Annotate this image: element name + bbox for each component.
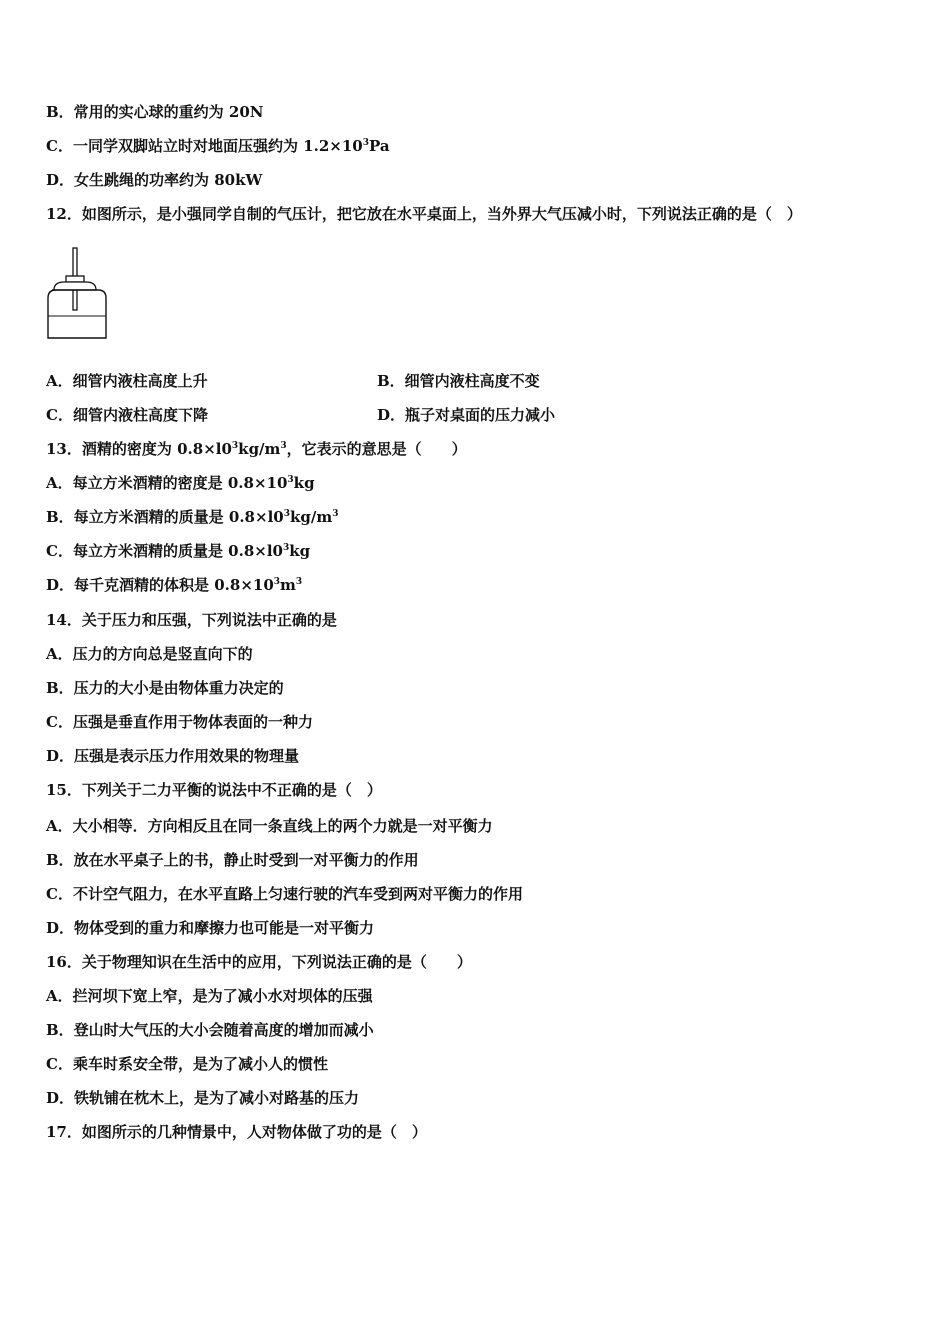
q13-option-d xyxy=(46,575,302,595)
q14-option-b: B．压力的大小是由物体重力决定的 xyxy=(46,679,284,697)
q16-option-a: A．拦河坝下宽上窄，是为了减小水对坝体的压强 xyxy=(46,987,373,1005)
barometer-jar-figure xyxy=(44,246,126,348)
q17-stem: 17．如图所示的几种情景中，人对物体做了功的是（ ） xyxy=(46,1123,427,1141)
q13-option-a xyxy=(46,473,315,493)
q16-option-c: C．乘车时系安全带，是为了减小人的惯性 xyxy=(46,1055,328,1073)
q13-option-b xyxy=(46,507,338,527)
q14-option-d: D．压强是表示压力作用效果的物理量 xyxy=(46,747,300,765)
q14-stem: 14．关于压力和压强，下列说法中正确的是 xyxy=(46,611,337,629)
q13-option-c-unit: kg xyxy=(289,542,311,560)
q12-stem: 12．如图所示，是小强同学自制的气压计，把它放在水平桌面上，当外界大气压减小时，下列说法正确的是（ ） xyxy=(46,205,802,223)
q13-option-a-exponent: 3 xyxy=(287,475,294,485)
q13-stem-text: 13．酒精的密度为 0.8×l0 xyxy=(46,440,232,458)
q11-option-b: B．常用的实心球的重约为 20N xyxy=(46,103,264,121)
jar-lid xyxy=(54,282,96,290)
q13-option-c-text: C．每立方米酒精的质量是 0.8×l0 xyxy=(46,542,283,560)
q13-option-d-exponent: 3 xyxy=(273,577,281,587)
q13-option-d-text: D．每千克酒精的体积是 0.8×10 xyxy=(46,576,274,594)
q13-option-b-unit: kg/m xyxy=(289,508,333,526)
q14-option-c: C．压强是垂直作用于物体表面的一种力 xyxy=(46,713,313,731)
q13-option-b-text: B．每立方米酒精的质量是 0.8×l0 xyxy=(46,508,284,526)
q13-option-d-unit-exponent: 3 xyxy=(295,577,303,587)
q13-stem-exponent: 3 xyxy=(231,441,239,451)
q16-option-b: B．登山时大气压的大小会随着高度的增加而减小 xyxy=(46,1021,374,1039)
q14-option-a: A．压力的方向总是竖直向下的 xyxy=(46,645,253,663)
q13-stem-unit-exponent: 3 xyxy=(280,441,287,451)
q13-option-c xyxy=(46,541,310,561)
q15-option-b: B．放在水平桌子上的书，静止时受到一对平衡力的作用 xyxy=(46,851,419,869)
q15-option-c: C．不计空气阻力，在水平直路上匀速行驶的汽车受到两对平衡力的作用 xyxy=(46,885,523,903)
q13-stem-tail: ，它表示的意思是（ ） xyxy=(286,440,467,458)
q13-option-a-text: A．每立方米酒精的密度是 0.8×10 xyxy=(46,474,288,492)
stopper xyxy=(66,276,84,282)
q13-stem xyxy=(46,439,467,459)
q13-option-d-unit: m xyxy=(280,576,296,594)
q15-option-d: D．物体受到的重力和摩擦力也可能是一对平衡力 xyxy=(46,919,375,937)
q13-option-a-unit: kg xyxy=(293,474,315,492)
q16-stem: 16．关于物理知识在生活中的应用，下列说法正确的是（ ） xyxy=(46,953,472,971)
q12-option-c: C．细管内液柱高度下降 xyxy=(46,406,208,424)
q11-option-c-text: C．一同学双脚站立时对地面压强约为 1.2×10 xyxy=(46,137,363,155)
q11-option-c-unit: Pa xyxy=(368,137,390,155)
q11-option-d: D．女生跳绳的功率约为 80kW xyxy=(46,171,263,189)
q12-option-a: A．细管内液柱高度上升 xyxy=(46,372,208,390)
q12-option-d: D．瓶子对桌面的压力减小 xyxy=(377,406,556,424)
q15-option-a: A．大小相等．方向相反且在同一条直线上的两个力就是一对平衡力 xyxy=(46,817,493,835)
q16-option-d: D．铁轨铺在枕木上，是为了减小对路基的压力 xyxy=(46,1089,360,1107)
q15-stem: 15．下列关于二力平衡的说法中不正确的是（ ） xyxy=(46,781,382,799)
q11-option-c-exponent: 3 xyxy=(362,138,369,148)
q11-option-c xyxy=(46,136,390,156)
q13-option-b-unit-exponent: 3 xyxy=(332,509,339,519)
q13-option-c-exponent: 3 xyxy=(282,543,290,553)
q12-option-b: B．细管内液柱高度不变 xyxy=(377,372,540,390)
q13-stem-unit: kg/m xyxy=(238,440,281,458)
q13-option-b-exponent: 3 xyxy=(283,509,290,519)
